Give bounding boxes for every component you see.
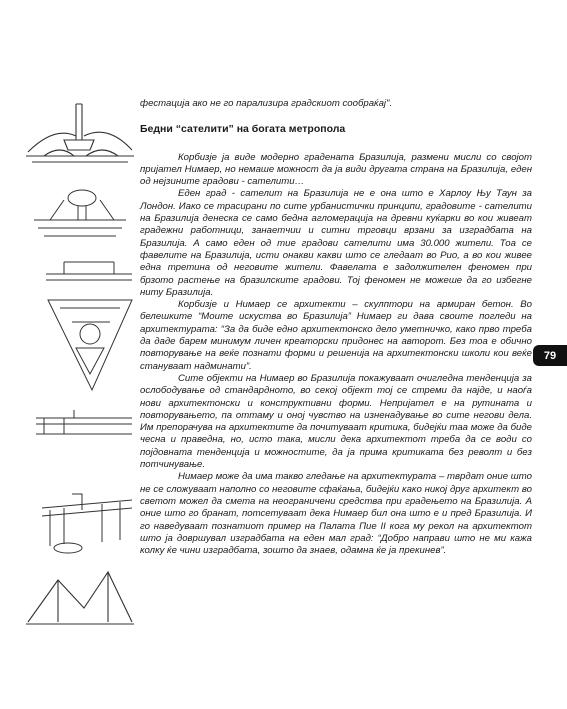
sketch-monument	[24, 100, 136, 175]
paragraph-1: Корбизје ја виде модерно градената Бразилија, размени мисли со својот пријател Нимаер, но немаше можност да ја види другата страна на Бразилија, еден од нејзините градови - сателити…	[140, 151, 532, 188]
sketch-columns	[38, 486, 136, 558]
sketch-pavilion	[34, 408, 134, 440]
sketch-triangle-cathedral	[46, 296, 134, 394]
sketch-ramp	[24, 568, 136, 626]
intro-line: фестација ако не го парализира градскиот сообраќај".	[140, 98, 393, 109]
paragraph-3: Корбизје и Нимаер се архитекти – скулптори на армиран бетон. Во белешките “Моите искуства во Бразилија” Нимаер ги дава своите погледи на архитектурата: “За да биде едно архитектонско дело уметничко, како прво треба да даде барем минимум личен креаторски придонес на авторот. Без тоа е обично повторување на веќе познати форми и решенија на архитектонски школи кои веќе стануваат надминати”.	[140, 299, 532, 372]
page-number: 79	[543, 349, 557, 362]
page-number-tab	[533, 345, 567, 366]
main-text-column	[140, 98, 532, 557]
paragraph-5: Нимаер може да има такво гледање на архитектурата – тврдат оние што не се сложуваат наполно со неговите сфаќања, бидејќи како никој друг архитект во светот можел да смета на неограничени средства при градењето на Бразилија. А оние што го бранат, потсетуваат дека Нимаер бил она што е и пред Бразилија. И го наведуваат познатиот пример на Палата Пие II кога му рекол на архитектот што ја довршувал изградбата на еден мал град: “Добро направи што не ми кажа колку ќе чини изградбата, зошто да знаев, одамна ќе ја прекинев”.	[140, 471, 532, 557]
paragraph-4: Сите објекти на Нимаер во Бразилија покажуваат очигледна тенденција за ослободување од стандардното, во секој објект тој се стреми да најде, и наоѓа нови архитектонски и конструктивни форми. Непријател е на рутината и повторувањето, па оттаму и оној чувство на изненадување во сите негови дела. Им препорачува на архитектите да почитуваат критика, бидејќи таа може да биде чесна и праведна, но, исто така, мисли дека архитектот треба да се води со појдовната тенденција и можностите, да ја прима критиката без револт и без потчинување.	[140, 372, 532, 471]
section-heading: Бедни “сателити” на богата метропола	[140, 123, 346, 136]
sketch-plaza	[30, 178, 130, 246]
paragraph-2: Еден град - сателит на Бразилија не е она што е Харлоу Њу Таун за Лондон. Иако се трасирани по сите урбанистички принципи, градовите - сателити на Бразилија денеска се само бедна агломерација на древни куќарки во кои живеат градежни работници, занаетчии и ситни трговци врзани за изградбата на Бразилија. А само еден од тие градови сателити има 30.000 жители. Тоа се фавелите на Бразилија, исти онакви какви што се гледаат во Рио, а во кои живее една третина од неговите жители. Фавелата е задолжителен феномен при брзото растење на бразилските градови. Тој феномен не можеше да го избегне ниту Бразилија.	[140, 188, 532, 298]
sketch-building-side	[44, 258, 134, 286]
